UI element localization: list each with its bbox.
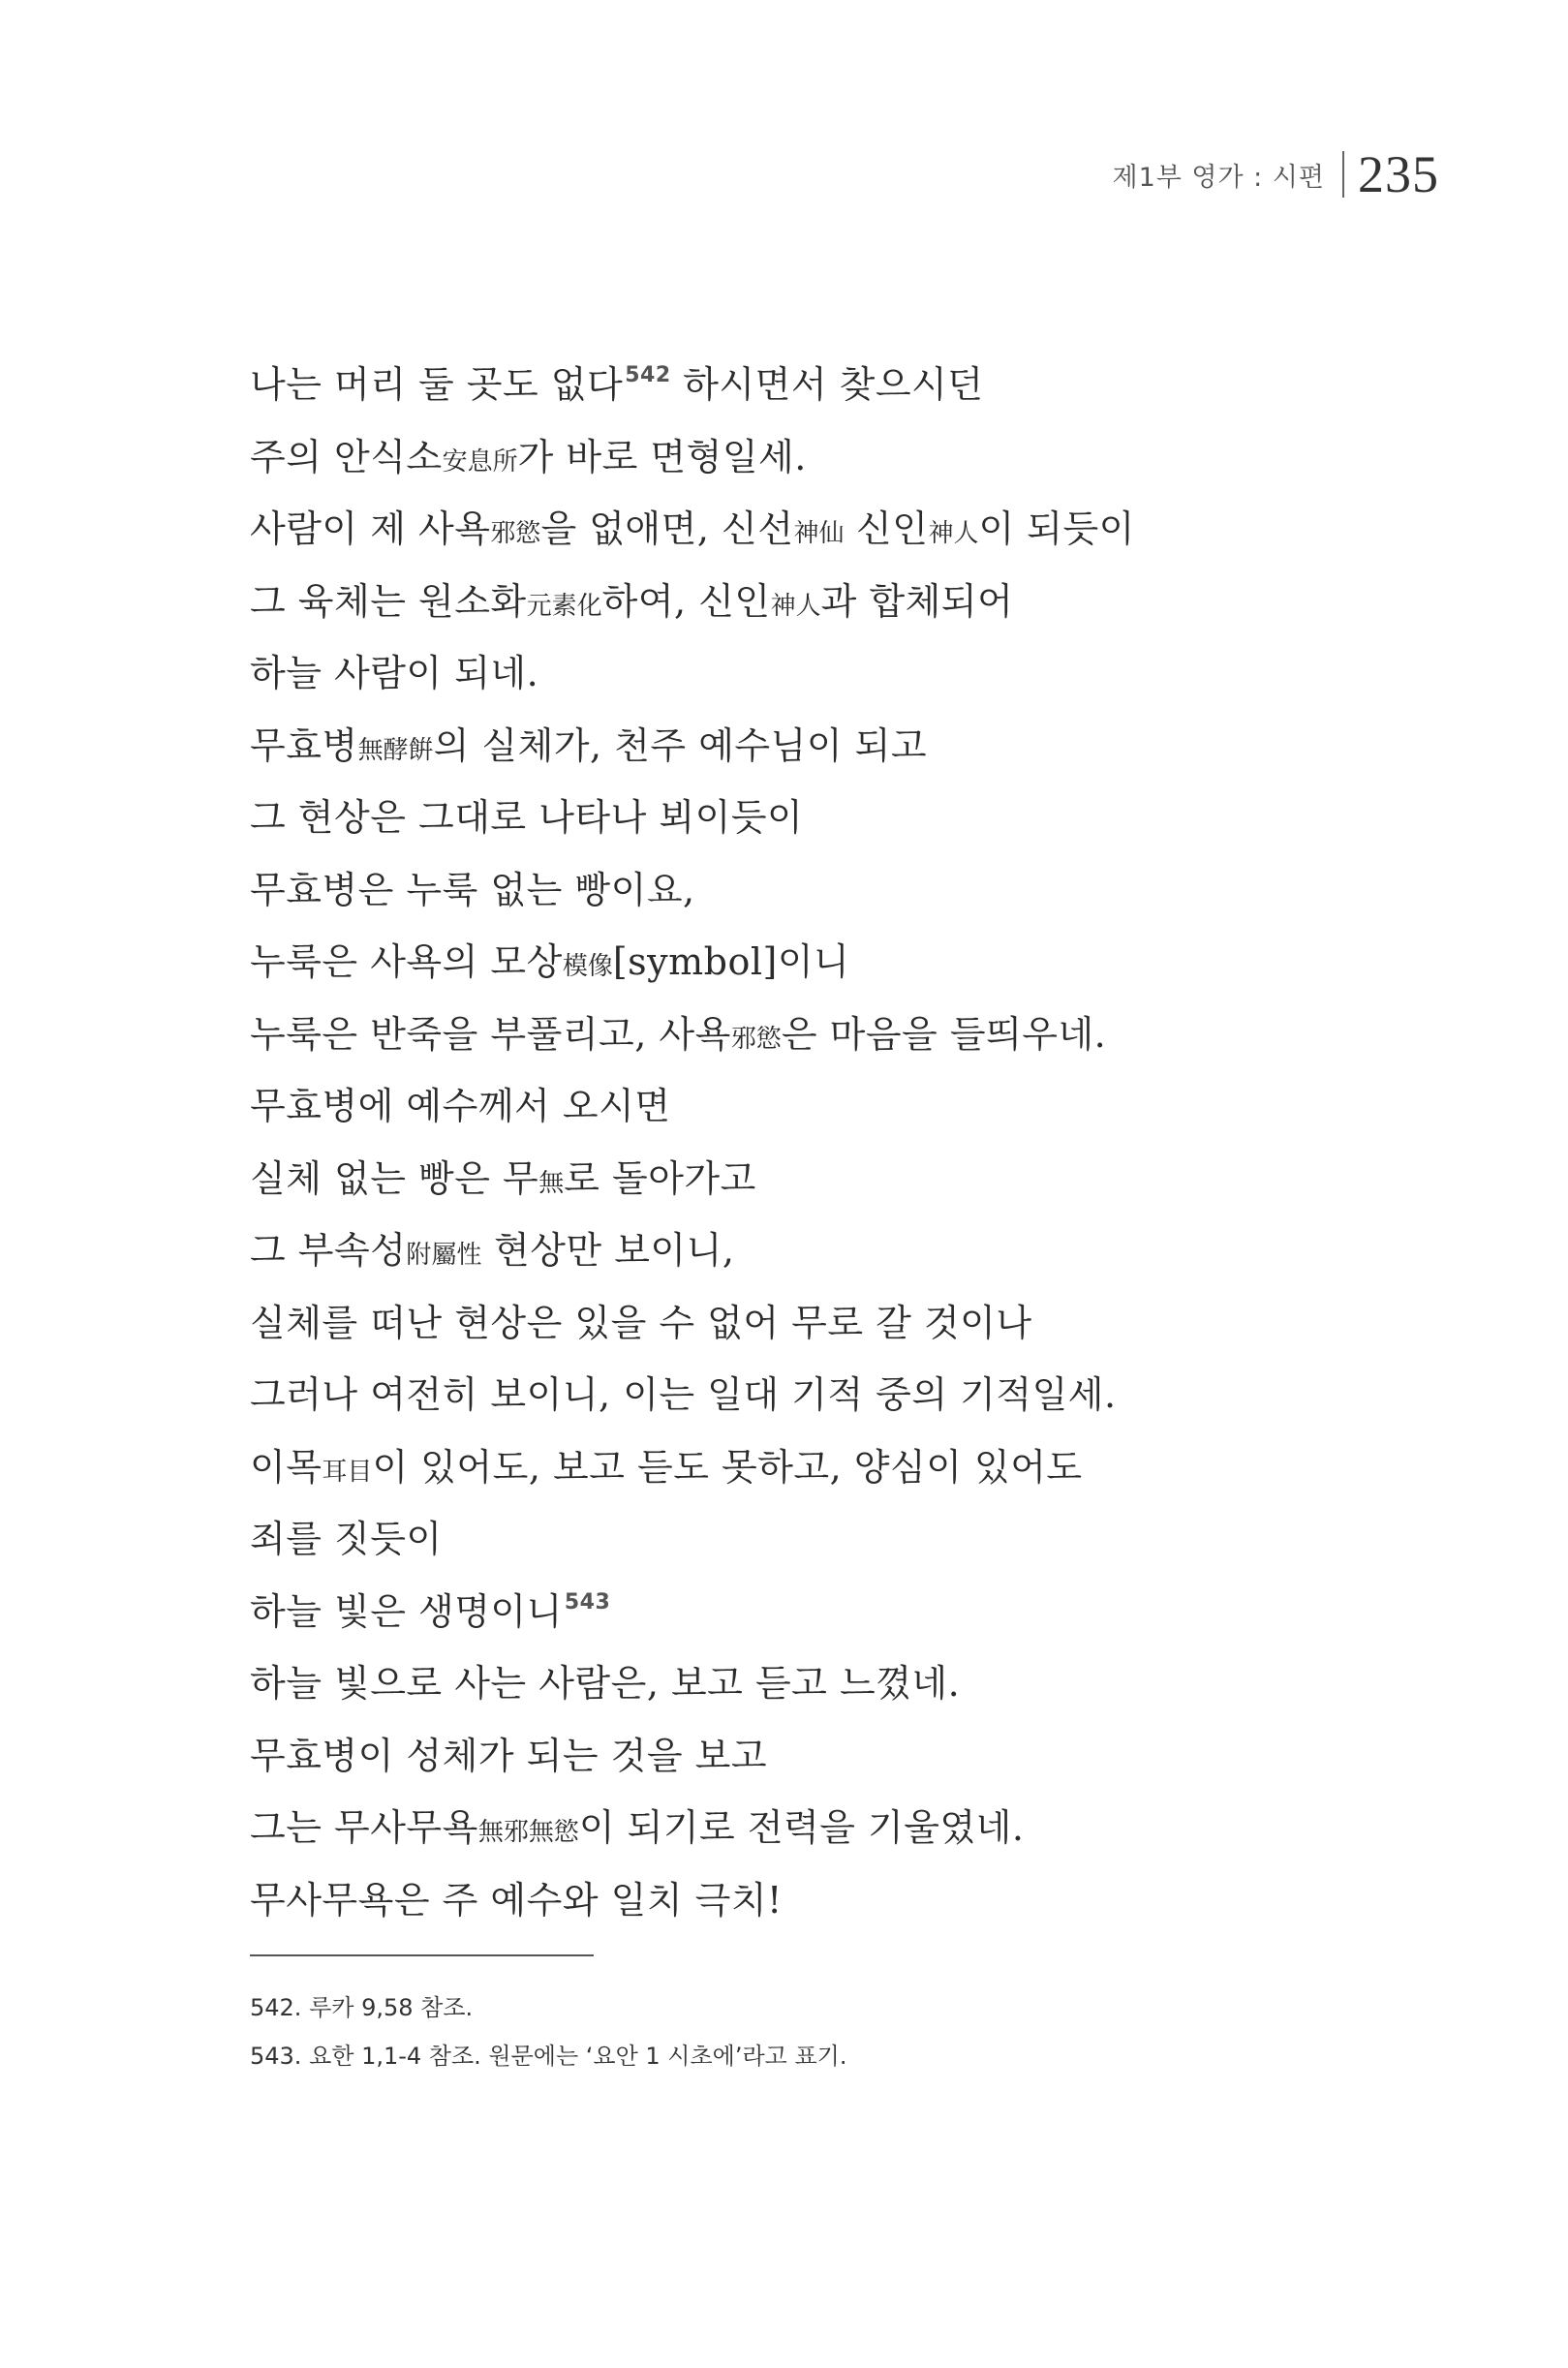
verse-text: 무효병에 예수께서 오시면 [250, 1085, 671, 1127]
verse-line [250, 999, 1460, 1071]
verse-text: 그 육체는 원소화 [250, 579, 527, 623]
hanja-gloss: 附屬性 [406, 1241, 482, 1270]
header-section-title: 제1부 영가 : 시편 [1112, 162, 1325, 193]
verse-text: 그 현상은 그대로 나타나 뵈이듯이 [250, 796, 804, 839]
hanja-gloss: 無酵餠 [357, 735, 434, 765]
verse-text: 과 합체되어 [820, 579, 1014, 623]
verse-text: 그러나 여전히 보이니, 이는 일대 기적 중의 기적일세. [250, 1373, 1117, 1416]
verse-text: 무효병 [250, 723, 358, 767]
verse-line [250, 926, 1460, 999]
verse-line [250, 349, 1460, 421]
verse-text: 신인 [844, 507, 929, 550]
verse-line [250, 493, 1460, 566]
verse-text: 가 바로 면형일세. [517, 435, 807, 478]
footnote-ref: 543 [564, 1589, 611, 1615]
hanja-gloss: 模像 [562, 952, 613, 981]
verse-line [250, 1720, 1460, 1793]
page-number: 235 [1358, 145, 1439, 203]
verse-text: 누룩은 사욕의 모상 [250, 940, 563, 983]
verse-text: 하늘 빛으로 사는 사람은, 보고 듣고 느꼈네. [250, 1662, 961, 1705]
verse-text: 실체 없는 빵은 무 [250, 1156, 539, 1200]
verse-text: 이목 [250, 1445, 323, 1489]
verse-line [250, 1503, 1460, 1576]
verse-line [250, 1864, 1460, 1937]
verse-line [250, 1647, 1460, 1720]
verse-text: [symbol]이니 [612, 940, 850, 983]
hanja-gloss: 神仙 [793, 519, 845, 548]
hanja-gloss: 元素化 [526, 591, 602, 621]
header-divider [1342, 151, 1344, 198]
verse-text: 을 없애면, 신선 [540, 507, 794, 550]
verse-line [250, 1359, 1460, 1431]
hanja-gloss: 神人 [928, 519, 979, 548]
verse-text: 무효병이 성체가 되는 것을 보고 [250, 1734, 768, 1777]
footnotes [250, 1984, 1460, 2080]
footnote-rule [250, 1954, 594, 1956]
verse-line [250, 1215, 1460, 1287]
verse-text: 주의 안식소 [250, 435, 443, 478]
verse-line [250, 854, 1460, 927]
verse-text: 그 부속성 [250, 1229, 407, 1272]
hanja-gloss: 安息所 [442, 446, 518, 477]
verse-text: 실체를 떠난 현상은 있을 수 없어 무로 갈 것이나 [250, 1301, 1032, 1344]
verse-text: 이 있어도, 보고 듣도 못하고, 양심이 있어도 [372, 1445, 1083, 1489]
verse-text: 죄를 짓듯이 [250, 1518, 443, 1560]
verse-text: 누룩은 반죽을 부풀리고, 사욕 [250, 1012, 731, 1056]
verse-line [250, 421, 1460, 494]
verse-line [250, 1576, 1460, 1648]
verse-text: 사람이 제 사욕 [250, 507, 491, 550]
verse-text: 무사무욕은 주 예수와 일치 극치! [250, 1878, 783, 1922]
hanja-gloss: 邪慾 [730, 1024, 782, 1054]
verse-text: 하늘 빛은 생명이니 [250, 1589, 563, 1633]
verse-line [250, 1070, 1460, 1143]
verse-line [250, 1287, 1460, 1360]
hanja-gloss: 無邪無慾 [477, 1818, 579, 1847]
verse-line [250, 710, 1460, 783]
verse-line [250, 566, 1460, 638]
verse-text: 그는 무사무욕 [250, 1806, 478, 1849]
hanja-gloss: 耳目 [322, 1457, 373, 1487]
verse-text: 의 실체가, 천주 예수님이 되고 [433, 723, 928, 767]
verse-text: 이 되기로 전력을 기울였네. [578, 1806, 1025, 1849]
verse-line [250, 1792, 1460, 1864]
hanja-gloss: 邪慾 [490, 519, 541, 548]
verse-text: 로 돌아가고 [564, 1156, 756, 1200]
verse-line [250, 1143, 1460, 1215]
verse-text: 나는 머리 둘 곳도 없다 [250, 363, 624, 406]
footnote-ref: 542 [625, 363, 671, 387]
verse-block [250, 349, 1460, 1936]
hanja-gloss: 神人 [770, 591, 821, 621]
verse-text: 하늘 사람이 되네. [250, 652, 539, 694]
hanja-gloss: 無 [538, 1168, 565, 1198]
footnote-542: 542. 루카 9,58 참조. [250, 1994, 474, 2021]
footnote-543: 543. 요한 1,1-4 참조. 원문에는 ‘요안 1 시초에’라고 표기. [250, 2043, 847, 2070]
running-header [1112, 145, 1439, 203]
verse-text: 하시면서 찾으시던 [670, 363, 984, 406]
verse-line [250, 1431, 1460, 1504]
verse-text: 은 마음을 들띄우네. [781, 1012, 1107, 1056]
verse-text: 하여, 신인 [601, 579, 771, 623]
verse-line [250, 637, 1460, 710]
verse-text: 이 되듯이 [978, 507, 1135, 550]
verse-line [250, 782, 1460, 854]
verse-text: 현상만 보이니, [481, 1229, 735, 1272]
verse-text: 무효병은 누룩 없는 빵이요, [250, 868, 695, 911]
